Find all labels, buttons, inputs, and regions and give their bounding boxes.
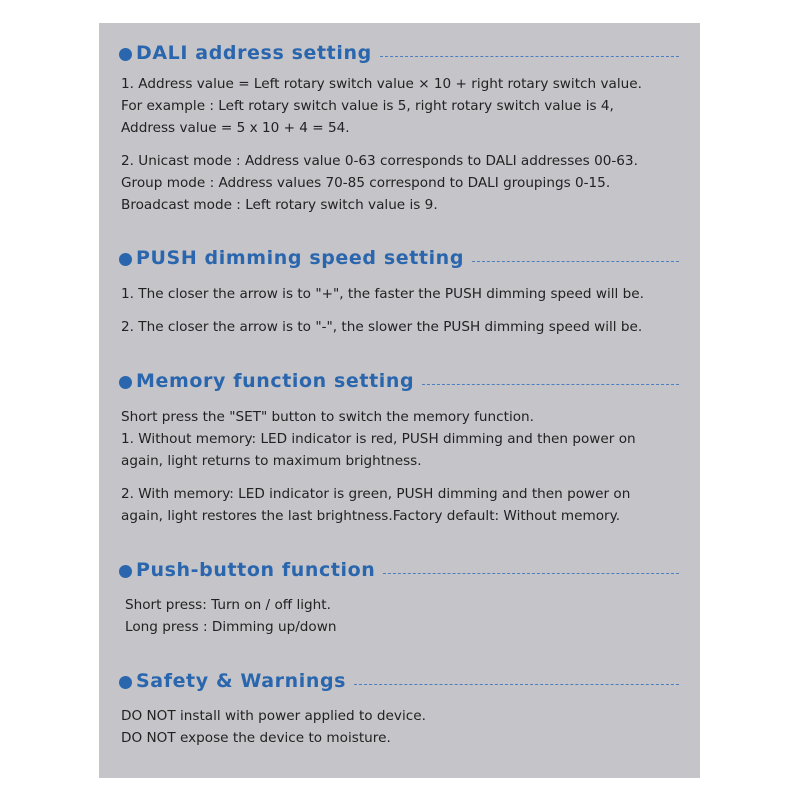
text-line: 1. Address value = Left rotary switch value × 10 + right rotary switch value. [121,76,642,92]
paragraph [121,73,642,139]
bullet-dot-icon [119,253,132,266]
bullet-dot-icon [119,48,132,61]
text-line: DO NOT install with power applied to device. [121,708,426,724]
text-line: Short press: Turn on / off light. [125,597,331,613]
text-line: Group mode : Address values 70-85 correspond to DALI groupings 0-15. [121,175,611,191]
dashed-divider [380,56,679,57]
text-line: 1. The closer the arrow is to "+", the faster the PUSH dimming speed will be. [121,286,644,302]
section-title: Push-button function [136,559,376,581]
heading-dali-address-setting [119,39,679,67]
text-line: Address value = 5 x 10 + 4 = 54. [121,120,350,136]
text-line: For example : Left rotary switch value is 5, right rotary switch value is 4, [121,98,614,114]
heading-push-dimming-speed-setting [119,244,679,272]
section-title: Safety & Warnings [136,670,347,692]
section-title: PUSH dimming speed setting [136,247,465,269]
dashed-divider [422,384,679,385]
text-line: Broadcast mode : Left rotary switch value is 9. [121,197,438,213]
text-line: DO NOT expose the device to moisture. [121,730,391,746]
paragraph [121,406,636,472]
text-line: Long press : Dimming up/down [125,619,337,635]
paragraph [125,594,336,638]
dashed-divider [354,684,679,685]
dashed-divider [383,573,679,574]
paragraph [121,283,644,305]
text-line: again, light returns to maximum brightness. [121,453,422,469]
bullet-dot-icon [119,376,132,389]
heading-safety-warnings [119,667,679,695]
paragraph [121,483,630,527]
bullet-dot-icon [119,565,132,578]
dashed-divider [472,261,679,262]
paragraph [121,705,426,749]
paragraph [121,316,642,338]
text-line: Short press the "SET" button to switch the memory function. [121,409,534,425]
section-title: DALI address setting [136,42,372,64]
paragraph [121,150,638,216]
text-line: again, light restores the last brightness.Factory default: Without memory. [121,508,621,524]
text-line: 1. Without memory: LED indicator is red, PUSH dimming and then power on [121,431,636,447]
heading-push-button-function [119,556,679,584]
bullet-dot-icon [119,676,132,689]
manual-panel [99,23,700,778]
text-line: 2. Unicast mode : Address value 0-63 corresponds to DALI addresses 00-63. [121,153,638,169]
section-title: Memory function setting [136,370,415,392]
text-line: 2. The closer the arrow is to "-", the slower the PUSH dimming speed will be. [121,319,643,335]
text-line: 2. With memory: LED indicator is green, PUSH dimming and then power on [121,486,631,502]
heading-memory-function-setting [119,367,679,395]
